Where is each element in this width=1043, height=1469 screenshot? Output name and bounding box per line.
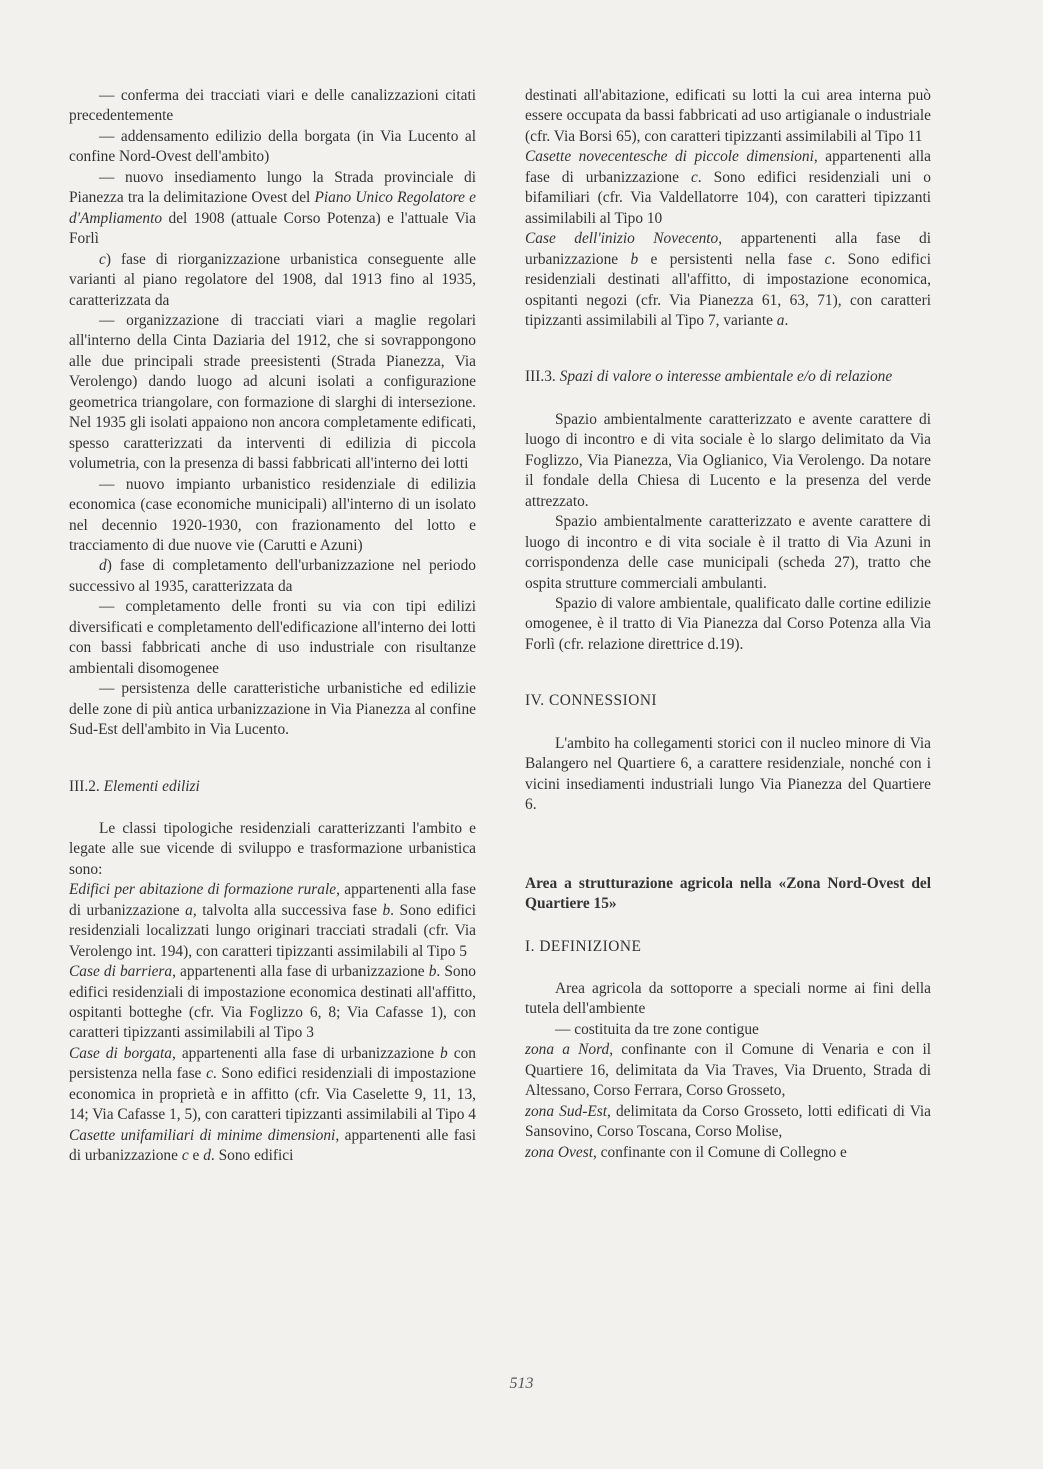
section-heading-III2: III.2. Elementi edilizi xyxy=(69,777,200,795)
paragraph-item-4: — organizzazione di tracciati viari a maglie regolari all'interno della Cinta Daziaria del 1912, che si sovrappongono alle due principali strade preesistenti (Strada Pianezza, Via Verolengo) dando luogo ad alcuni isolati a configurazione geometrica triangolare, con formazione di slarghi di intersezione. Nel 1935 gli isolati appaiono non ancora completamente edificati, spesso caratterizzati da interventi di edilizia di piccola volumetria, con la presenza di bassi fabbricati all'interno dei lotti xyxy=(69,311,476,473)
paragraph-type-4: Casette unifamiliari di minime dimensioni, appartenenti alle fasi di urbanizzazione c e d. Sono edifici xyxy=(69,1126,477,1165)
paragraph-space-3: Spazio di valore ambientale, qualificato dalle cortine edilizie omogenee, è il tratto di Via Pianezza dal Corso Potenza alla Via Forlì (cfr. relazione direttrice d.19). xyxy=(525,594,931,653)
paragraph-def-item: — costituita da tre zone contigue xyxy=(555,1020,759,1038)
section-heading-III3: III.3. Spazi di valore o interesse ambientale e/o di relazione xyxy=(525,368,893,386)
paragraph-phase-c: c) fase di riorganizzazione urbanistica conseguente alle varianti al piano regolatore del 1908, dal 1913 fino al 1935, caratterizzata da xyxy=(69,250,476,309)
section-heading-I: I. DEFINIZIONE xyxy=(525,937,642,955)
paragraph-type-3: Case di borgata, appartenenti alla fase di urbanizzazione b con persistenza nella fase c. Sono edifici residenziali di impostazione economica in proprietà e in affitto (cfr. Via Caselette 9, 11, 13, 14; Via Cafasse 1, 5), con caratteri tipizzanti assimilabili al Tipo 4 xyxy=(69,1044,476,1124)
paragraph-zone-2: zona Sud-Est, delimitata da Corso Grosseto, lotti edificati di Via Sansovino, Corso Toscana, Corso Molise, xyxy=(525,1102,931,1141)
area-title: Area a strutturazione agricola nella «Zona Nord-Ovest del Quartiere 15» xyxy=(525,874,931,913)
paragraph-zone-1: zona a Nord, confinante con il Comune di Venaria e con il Quartiere 16, delimitata da Via Traves, Via Druento, Strada di Altessano, Corso Ferrara, Corso Grosseto, xyxy=(525,1041,931,1100)
right-column xyxy=(525,86,931,1163)
paragraph-item-2: — addensamento edilizio della borgata (in Via Lucento al confine Nord-Ovest dell'ambito) xyxy=(69,127,476,166)
page-number: 513 xyxy=(509,1375,534,1392)
section-heading-IV: IV. CONNESSIONI xyxy=(525,692,658,710)
paragraph-phase-d: d) fase di completamento dell'urbanizzazione nel periodo successivo al 1935, caratterizzata da xyxy=(69,557,476,595)
paragraph-item-3: — nuovo insediamento lungo la Strada provinciale di Pianezza tra la delimitazione Ovest del Piano Unico Regolatore e d'Ampliamento del 1908 (attuale Corso Potenza) e l'attuale Via Forlì xyxy=(69,168,476,248)
paragraph-space-2: Spazio ambientalmente caratterizzato e avente carattere di luogo di incontro e di vita sociale è il tratto di Via Azuni in corrispondenza delle case municipali (scheda 27), tratto che ospita strutture commerciali ambulanti. xyxy=(525,513,931,592)
paragraph-type-2: Case di barriera, appartenenti alla fase di urbanizzazione b. Sono edifici residenziali di impostazione economica destinati all'affitto, ospitanti botteghe (cfr. Via Foglizzo 6, 8; Via Cafasse 1), con caratteri tipizzanti assimilabili al Tipo 3 xyxy=(69,963,476,1042)
paragraph-connections: L'ambito ha collegamenti storici con il nucleo minore di Via Balangero nel Quartiere 6, a carattere residenziale, nonché con i vicini insediamenti industriali lungo Via Pianezza del Quartiere 6. xyxy=(525,734,931,814)
paragraph-item-1: — conferma dei tracciati viari e delle canalizzazioni citati precedentemente xyxy=(69,87,476,125)
paragraph-space-1: Spazio ambientalmente caratterizzato e avente carattere di luogo di incontro e di vita sociale è lo slargo delimitato da Via Foglizzo, Via Pianezza, Via Oglianico, Via Verolengo. Da notare il fondale della Chiesa di Lucento e la presenza del verde attrezzato. xyxy=(525,410,931,510)
paragraph-definition: Area agricola da sottoporre a speciali norme ai fini della tutela dell'ambiente xyxy=(525,979,931,1018)
paragraph-type-1: Edifici per abitazione di formazione rurale, appartenenti alla fase di urbanizzazione a, talvolta alla successiva fase b. Sono edifici residenziali localizzati lungo originari tracciati stradali (cfr. Via Verolengo int. 194), con caratteri tipizzanti assimilabili al Tipo 5 xyxy=(69,881,477,960)
paragraph-type-4-continued: destinati all'abitazione, edificati su lotti la cui area interna può essere occupata da bassi fabbricati ad uso artigianale o industriale (cfr. Via Borsi 65), con caratteri tipizzanti assimilabili al Tipo 11 xyxy=(525,87,931,145)
paragraph-item-6: — completamento delle fronti su via con tipi edilizi diversificati e completamento dell'edificazione all'interno dei lotti con bassi fabbricati anche di uso industriale con risultanze ambientali disomogenee xyxy=(69,598,476,677)
paragraph-zone-3: zona Ovest, confinante con il Comune di Collegno e xyxy=(525,1143,847,1161)
paragraph-item-5: — nuovo impianto urbanistico residenziale di edilizia economica (case economiche municipali) all'interno di un isolato nel decennio 1920-1930, con frazionamento del lotto e tracciamento di due nuove vie (Carutti e Azuni) xyxy=(69,475,476,554)
left-column xyxy=(69,86,476,1167)
paragraph-type-5: Casette novecentesche di piccole dimensioni, appartenenti alla fase di urbanizzazione c. Sono edifici residenziali uni o bifamiliari (cfr. Via Valdellatorre 104), con caratteri tipizzanti assimilabili al Tipo 10 xyxy=(525,148,931,227)
paragraph-item-7: — persistenza delle caratteristiche urbanistiche ed edilizie delle zone di più antica urbanizzazione in Via Pianezza al confine Sud-Est dell'ambito in Via Lucento. xyxy=(69,680,476,739)
paragraph-type-6: Case dell'inizio Novecento, appartenenti alla fase di urbanizzazione b e persistenti nella fase c. Sono edifici residenziali destinati all'affitto, di impostazione economica, ospitanti negozi (cfr. Via Pianezza 61, 63, 71), con caratteri tipizzanti assimilabili al Tipo 7, variante a. xyxy=(525,230,931,329)
paragraph-intro: Le classi tipologiche residenziali caratterizzanti l'ambito e legate alle sue vicende di sviluppo e trasformazione urbanistica sono: xyxy=(69,819,476,878)
